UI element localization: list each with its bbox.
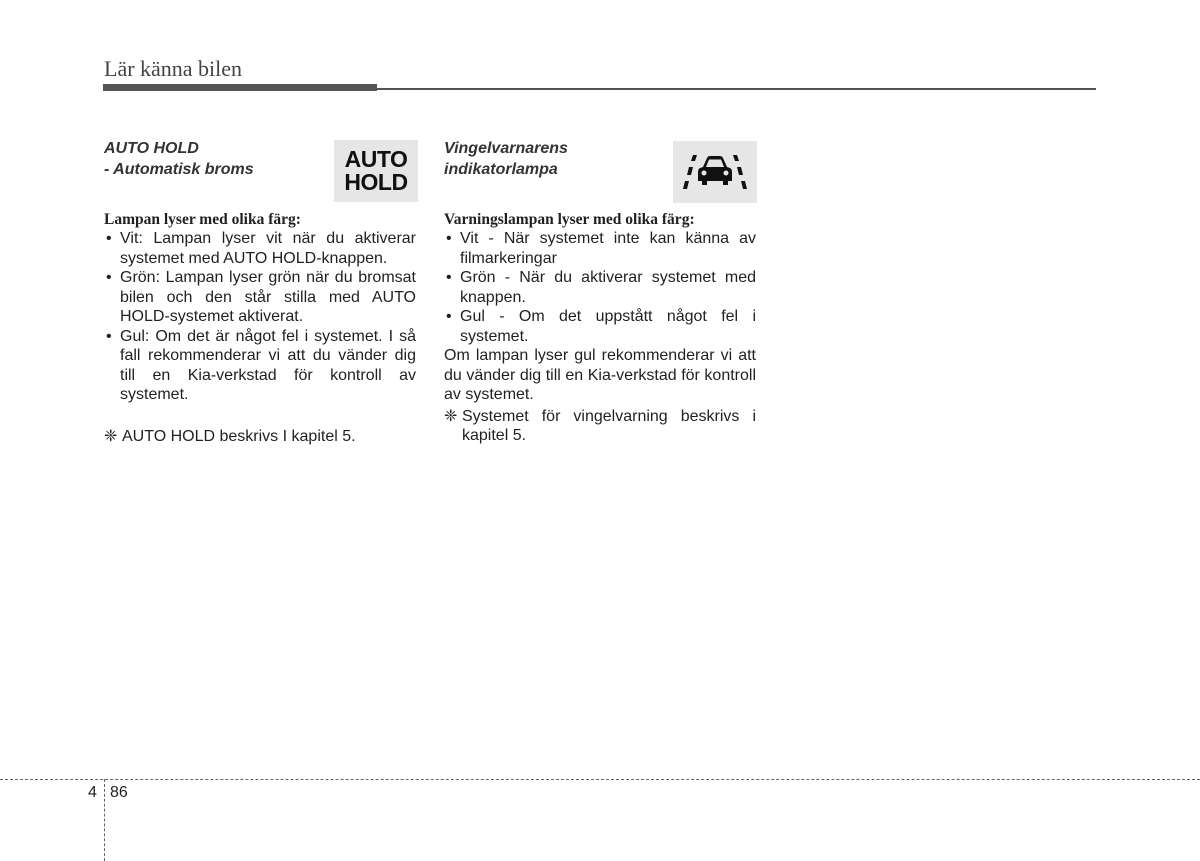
lane-departure-paragraph: Om lampan lyser gul rekommenderar vi att du vänder dig till en Kia-verkstad för kontroll av systemet. <box>444 347 756 403</box>
footer-divider <box>0 779 1200 780</box>
car-lanes-icon <box>673 141 757 203</box>
lane-departure-note: ❈ Systemet för vingelvarning beskrivs i kapitel 5. <box>444 407 756 444</box>
auto-hold-note: ❈ AUTO HOLD beskrivs I kapitel 5. <box>104 427 356 445</box>
list-item: • Gul: Om det är något fel i systemet. I så fall rekommenderar vi att du vänder dig till en Kia-verkstad för kontroll av systemet. <box>106 327 416 403</box>
auto-hold-icon: AUTO HOLD <box>334 140 418 202</box>
page-header-title: Lär känna bilen <box>104 56 243 81</box>
list-item: • Grön: Lampan lyser grön när du bromsat bilen och den står stilla med AUTO HOLD-systemet aktiverat. <box>106 269 416 325</box>
page-number: 86 <box>110 784 128 801</box>
lane-departure-warning-icon <box>673 141 757 203</box>
auto-hold-bullet-list <box>104 229 416 405</box>
header-rule-thick <box>103 84 377 91</box>
footer-vertical-divider <box>104 779 105 861</box>
note-symbol-icon: ❈ <box>444 407 458 425</box>
note-symbol-icon: ❈ <box>104 427 118 445</box>
auto-hold-subheading: Lampan lyser med olika färg: <box>104 211 301 228</box>
auto-hold-title: AUTO HOLD - Automatisk broms <box>104 140 254 178</box>
list-item: • Vit - När systemet inte kan känna av filmarkeringar <box>446 230 756 267</box>
list-item: • Grön - När du aktiverar systemet med knappen. <box>446 269 756 306</box>
lane-departure-title: Vingelvarnarens indikatorlampa <box>444 140 568 178</box>
lane-departure-bullet-list <box>444 229 756 346</box>
list-item: • Gul - Om det uppstått något fel i systemet. <box>446 308 756 345</box>
lane-departure-subheading: Varningslampan lyser med olika färg: <box>444 211 695 228</box>
header-rule-thin <box>377 88 1096 90</box>
list-item: • Vit: Lampan lyser vit när du aktiverar systemet med AUTO HOLD-knappen. <box>106 230 416 267</box>
chapter-number: 4 <box>88 784 97 801</box>
